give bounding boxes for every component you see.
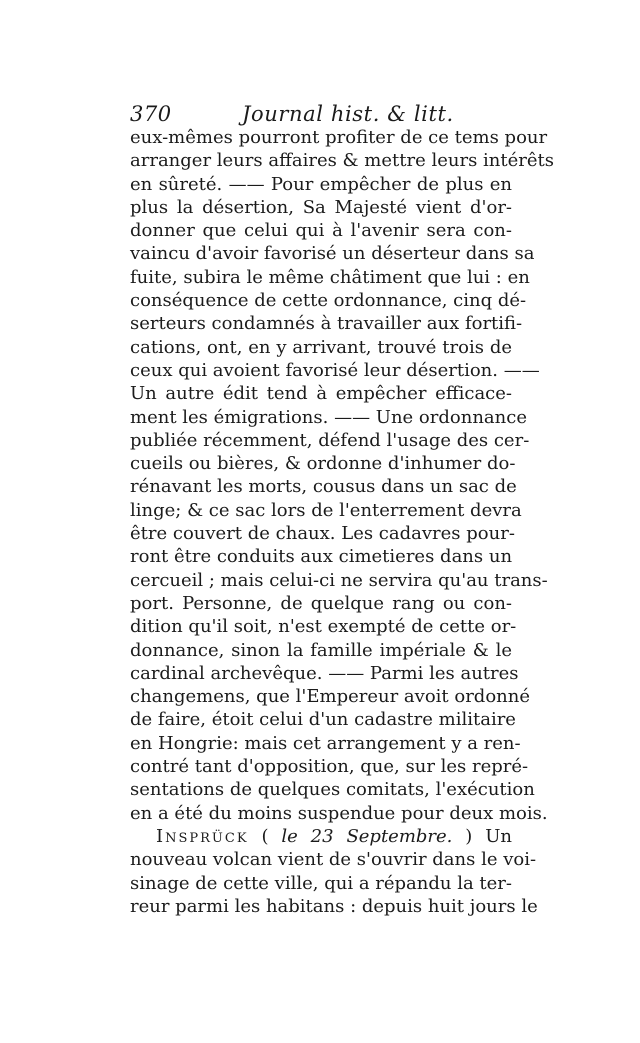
- text-line: sentations de quelques comitats, l'exécution: [130, 779, 535, 801]
- text-line: linge; & ce sac lors de l'enterrement devra: [130, 499, 522, 521]
- dateline-continuation: Un: [485, 825, 512, 847]
- text-line: conséquence de cette ordonnance, cinq dé-: [130, 290, 527, 312]
- text-line: Un autre édit tend à empêcher efficace-: [130, 383, 512, 405]
- dateline-open-paren: (: [261, 825, 269, 847]
- page-header: [130, 100, 515, 128]
- text-line: ceux qui avoient favorisé leur désertion. ——: [130, 359, 540, 381]
- text-line: serteurs condamnés à travailler aux fortifi-: [130, 313, 523, 335]
- text-line: donnance, sinon la famille impériale & le: [130, 639, 512, 661]
- text-line: publiée récemment, défend l'usage des cer-: [130, 429, 530, 451]
- page-number: 370: [130, 102, 172, 126]
- text-line: nouveau volcan vient de s'ouvrir dans le voi-: [130, 849, 537, 871]
- text-line: reur parmi les habitans : depuis huit jours le: [130, 895, 538, 917]
- text-line: fuite, subira le même châtiment que lui : en: [130, 266, 530, 288]
- text-line: de faire, étoit celui d'un cadastre militaire: [130, 709, 516, 731]
- text-line: eux-mêmes pourront profiter de ce tems pour: [130, 127, 548, 148]
- text-line: cercueil ; mais celui-ci ne servira qu'au trans-: [130, 569, 548, 591]
- text-line: vaincu d'avoir favorisé un déserteur dans sa: [130, 243, 535, 265]
- text-line: donner que celui qui à l'avenir sera con-: [130, 220, 512, 242]
- article-body: [130, 126, 554, 918]
- text-line: contré tant d'opposition, que, sur les repré-: [130, 756, 529, 778]
- text-line: port. Personne, de quelque rang ou con-: [130, 592, 512, 614]
- dateline-close-paren: ): [465, 825, 473, 847]
- text-line: ront être conduits aux cimetieres dans un: [130, 546, 513, 568]
- text-line: en Hongrie: mais cet arrangement y a ren-: [130, 732, 521, 754]
- text-line: plus la désertion, Sa Majesté vient d'or-: [130, 196, 512, 218]
- text-line: en a été du moins suspendue pour deux mois.: [130, 802, 548, 824]
- dateline: [130, 825, 512, 848]
- text-line: rénavant les morts, cousus dans un sac de: [130, 476, 517, 498]
- text-line: cueils ou bières, & ordonne d'inhumer do-: [130, 453, 516, 475]
- text-line: ment les émigrations. —— Une ordonnance: [130, 406, 527, 428]
- text-line: cardinal archevêque. —— Parmi les autres: [130, 662, 519, 684]
- text-line: être couvert de chaux. Les cadavres pour-: [130, 523, 515, 545]
- text-line: sinage de cette ville, qui a répandu la ter-: [130, 872, 512, 894]
- dateline-date: le 23 Septembre.: [281, 825, 453, 847]
- text-line: cations, ont, en y arrivant, trouvé trois de: [130, 336, 512, 358]
- text-line: arranger leurs affaires & mettre leurs intérêts: [130, 150, 554, 172]
- dateline-place: Insprück: [156, 825, 249, 847]
- running-title: Journal hist. & litt.: [242, 102, 454, 126]
- text-line: dition qu'il soit, n'est exempté de cette or-: [130, 616, 517, 638]
- text-line: changemens, que l'Empereur avoit ordonné: [130, 686, 531, 708]
- text-line: en sûreté. —— Pour empêcher de plus en: [130, 173, 512, 195]
